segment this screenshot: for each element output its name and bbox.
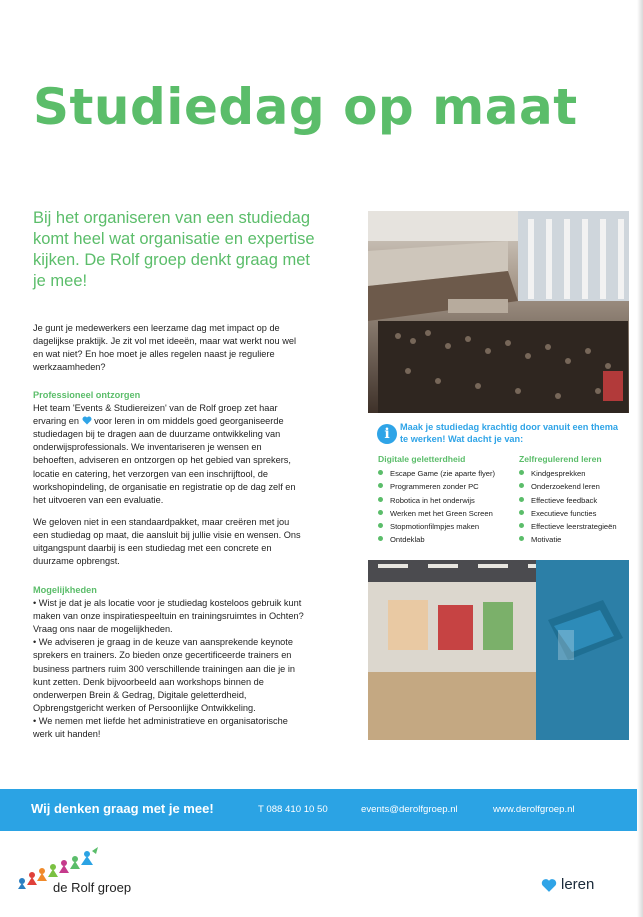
heart-icon [541,878,557,893]
bullet-item: • Wist je dat je als locatie voor je studiedag kosteloos gebruik kunt maken van onze inspiratiespeeltuin en trainingsruimtes in Ochten? Vraag ons naar de mogelijkheden. [33,598,304,635]
section-text [33,402,305,507]
auditorium-photo [368,211,629,413]
logo-text: de Rolf groep [53,880,132,895]
website-link[interactable]: www.derolfgroep.nl [493,804,575,815]
page-title: Studiedag op maat [33,78,578,136]
list-item: Motivatie [519,533,617,546]
bullet-item: • We nemen met liefde het administratieve en organisatorische werk uit handen! [33,715,288,740]
section-professioneel [33,389,305,507]
list-item: Escape Game (zie aparte flyer) [378,467,495,480]
leren-logo-text: leren [561,876,595,893]
section-text-part2: voor leren in om middels goed georganiseerde studiedagen bij te dragen aan de duurzame ontwikkeling van onderwijsprofessionals. We inventariseren je wensen en behoeften, adviseren en ontzorgen op het gebied van sprekers, locatie en catering, het verzorgen van een inschrijftool, de workshopindeling, de organisatie en registratie op de dag zelf en het uitvoeren van een evaluatie. [33,416,296,505]
page-edge [637,0,643,917]
heart-icon [82,416,92,425]
list-item: Stopmotionfilmpjes maken [378,520,495,533]
section-text-part1: Het team 'Events & Studiereizen' van de Rolf groep zet haar ervaring en [33,403,278,427]
column-heading-zelfregulerend: Zelfregulerend leren [519,454,602,464]
column-heading-digitale: Digitale geletterdheid [378,454,466,464]
list-item: Robotica in het onderwijs [378,494,495,507]
contact-banner [0,789,637,831]
section-mogelijkheden [33,584,305,741]
section-heading: Mogelijkheden [33,585,97,595]
info-icon: i [377,424,397,444]
intro-paragraph: Je gunt je medewerkers een leerzame dag met impact op de dagelijkse praktijk. Je zit vol met ideeën, maar wat werkt nou wel en wat niet? En hoe moet je alles regelen naast je reguliere werkzaamheden? [33,323,296,373]
list-item: Programmeren zonder PC [378,480,495,493]
inspiration-space-photo [368,560,629,740]
banner-slogan: Wij denken graag met je mee! [31,801,214,816]
phone-number[interactable]: T 088 410 10 50 [258,804,328,815]
list-item: Executieve functies [519,507,617,520]
email-link[interactable]: events@derolfgroep.nl [361,804,458,815]
info-heading: Maak je studiedag krachtig door vanuit een thema te werken! Wat dacht je van: [400,422,619,444]
section-heading: Professioneel ontzorgen [33,390,141,400]
list-digitale [378,467,495,547]
intro-text: Bij het organiseren van een studiedag komt heel wat organisatie en expertise kijken. De Rolf groep denkt graag met je mee! [33,209,315,290]
list-item: Werken met het Green Screen [378,507,495,520]
list-item: Ontdeklab [378,533,495,546]
bullet-item: • We adviseren je graag in de keuze van aansprekende keynote sprekers en trainers. Zo bieden onze gecertificeerde trainers en business partners ruim 300 verschillende trainingen aan die je in kunt zetten. Denk bijvoorbeeld aan workshops binnen de onderwerpen Brein & Gedrag, Digitale geletterdheid, Opbrengstgericht werken of Persoonlijke Ontwikkeling. [33,637,295,713]
list-item: Onderzoekend leren [519,480,617,493]
theme-info-box [368,415,629,558]
paragraph-standaardpakket: We geloven niet in een standaardpakket, maar creëren met jou een studiedag op maat, die aansluit bij jullie visie en wensen. Ons uitgangspunt daarbij is een studiedag met een concrete en duurzame opbrengst. [33,517,301,567]
list-item: Effectieve feedback [519,494,617,507]
list-zelfregulerend [519,467,617,547]
list-item: Kindgesprekken [519,467,617,480]
list-item: Effectieve leerstrategieën [519,520,617,533]
